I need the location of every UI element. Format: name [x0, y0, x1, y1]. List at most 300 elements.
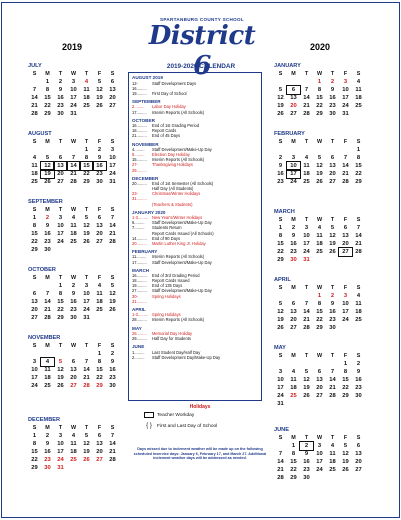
- weekday-header: S: [32, 343, 37, 349]
- weekday-header: T: [58, 71, 63, 77]
- day-cell: 4: [41, 358, 54, 366]
- day-cell: 1: [32, 215, 37, 221]
- empty-cell: [80, 350, 93, 358]
- day-cell: 4: [304, 155, 309, 161]
- weekday-header: S: [110, 207, 115, 213]
- legend-holidays: Holidays: [189, 404, 211, 410]
- day-cell: 5: [317, 155, 322, 161]
- day-cell: 25: [70, 457, 77, 463]
- day-cell: 14: [109, 441, 116, 447]
- weekday-header: M: [45, 425, 50, 431]
- day-cell: 11: [83, 87, 90, 93]
- weekday-header: T: [84, 343, 89, 349]
- day-cell: 28: [355, 249, 362, 255]
- day-cell: 8: [97, 359, 102, 365]
- day-cell: 7: [330, 369, 335, 375]
- weekday-header: S: [356, 353, 361, 359]
- empty-cell: [287, 78, 300, 86]
- event-date: 27.........: [132, 288, 147, 294]
- day-cell: 15: [342, 377, 349, 383]
- day-cell: 29: [277, 257, 284, 263]
- day-cell: 21: [31, 103, 38, 109]
- event-date: 25.........: [132, 331, 147, 337]
- legend-workday-item: [144, 412, 270, 418]
- day-cell: 22: [316, 317, 323, 323]
- event-date: 30-31.........: [132, 293, 147, 304]
- day-cell: 30: [290, 257, 297, 263]
- event-month-heading: AUGUST 2019: [132, 75, 163, 80]
- day-cell: 17: [70, 95, 77, 101]
- day-cell: 26: [83, 457, 90, 463]
- day-cell: 2: [97, 147, 102, 153]
- day-cell: 8: [317, 301, 322, 307]
- day-cell: 16: [303, 459, 310, 465]
- day-cell: 11: [303, 163, 310, 169]
- day-cell: 19: [277, 103, 284, 109]
- weekday-header: F: [343, 217, 348, 223]
- weekday-header: S: [110, 139, 115, 145]
- empty-cell: [313, 360, 326, 368]
- event-section: [132, 142, 258, 173]
- event-section: [132, 99, 258, 115]
- month-name: JANUARY: [274, 63, 301, 69]
- day-cell: 13: [109, 87, 116, 93]
- weekday-header: W: [70, 71, 77, 77]
- day-cell: 10: [287, 162, 300, 170]
- event-section: [132, 210, 258, 246]
- day-cell: 19: [303, 385, 310, 391]
- day-cell: 23: [329, 103, 336, 109]
- day-cell: 23: [96, 171, 103, 177]
- empty-cell: [300, 78, 313, 86]
- weekday-header: S: [32, 139, 37, 145]
- day-cell: 30: [329, 325, 336, 331]
- day-cell: 31: [83, 315, 90, 321]
- day-cell: 3: [304, 225, 309, 231]
- day-cell: 23: [329, 317, 336, 323]
- day-cell: 8: [343, 369, 348, 375]
- month-name: DECEMBER: [28, 417, 61, 423]
- month-name: JULY: [28, 63, 42, 69]
- event-row: [132, 260, 258, 265]
- weekday-header: T: [330, 71, 335, 77]
- day-cell: 18: [303, 171, 310, 177]
- event-date: 7.........: [132, 225, 145, 231]
- weekday-header: F: [343, 139, 348, 145]
- day-cell: 4: [71, 215, 76, 221]
- day-cell: 22: [31, 239, 38, 245]
- day-cell: 10: [277, 377, 284, 383]
- event-text: Last Student Day/Half Day: [152, 349, 201, 355]
- weekday-header: T: [304, 139, 309, 145]
- day-cell: 6: [330, 155, 335, 161]
- empty-cell: [313, 146, 326, 154]
- day-cell: 26: [277, 325, 284, 331]
- event-text: Memorial Day Holiday: [152, 331, 193, 337]
- day-cell: 8: [45, 87, 50, 93]
- day-cell: 13: [355, 451, 362, 457]
- day-cell: 9: [45, 441, 50, 447]
- day-cell: 16: [44, 231, 51, 237]
- day-cell: 12: [303, 377, 310, 383]
- day-cell: 19: [83, 231, 90, 237]
- day-cell: 2: [291, 225, 296, 231]
- weekday-header: T: [84, 71, 89, 77]
- day-cell: 29: [57, 315, 64, 321]
- weekday-header: F: [343, 285, 348, 291]
- day-cell: 29: [83, 179, 90, 185]
- day-cell: 12: [316, 163, 323, 169]
- day-cell: 15: [80, 162, 93, 170]
- empty-cell: [300, 292, 313, 300]
- day-cell: 17: [342, 95, 349, 101]
- weekday-header: T: [58, 343, 63, 349]
- day-cell: 28: [329, 393, 336, 399]
- day-cell: 1: [317, 293, 322, 299]
- day-cell: 18: [329, 459, 336, 465]
- day-cell: 5: [278, 87, 283, 93]
- empty-cell: [287, 146, 300, 154]
- day-cell: 11: [355, 301, 362, 307]
- month-name: FEBRUARY: [274, 131, 305, 137]
- day-cell: 25: [329, 467, 336, 473]
- event-text: Students Return: [152, 225, 182, 231]
- event-row: [132, 162, 258, 172]
- day-cell: 30: [57, 111, 64, 117]
- day-cell: 6: [97, 433, 102, 439]
- day-cell: 2: [278, 155, 283, 161]
- day-cell: 5: [330, 225, 335, 231]
- day-cell: 9: [110, 359, 115, 365]
- day-cell: 28: [303, 325, 310, 331]
- day-cell: 28: [277, 475, 284, 481]
- day-cell: 2: [45, 215, 50, 221]
- day-cell: 18: [355, 309, 362, 315]
- event-month-heading: OCTOBER: [132, 117, 155, 123]
- day-cell: 3: [291, 155, 296, 161]
- day-cell: 28: [44, 315, 51, 321]
- day-cell: 6: [110, 79, 115, 85]
- day-cell: 4: [97, 283, 102, 289]
- event-row: [132, 191, 258, 201]
- day-cell: 27: [96, 457, 103, 463]
- empty-cell: [67, 350, 80, 358]
- month-grid: [28, 424, 132, 472]
- event-date: 6.........: [132, 220, 145, 226]
- day-cell: 2: [45, 433, 50, 439]
- day-cell: 7: [304, 301, 309, 307]
- month-july: [28, 62, 132, 118]
- event-date: 12-16.........: [132, 80, 147, 91]
- empty-cell: [300, 146, 313, 154]
- day-cell: 13: [96, 223, 103, 229]
- weekday-header: T: [84, 139, 89, 145]
- month-october: [28, 266, 132, 322]
- day-cell: 28: [83, 383, 90, 389]
- month-november: [28, 334, 132, 390]
- weekday-header: M: [291, 353, 296, 359]
- weekday-header: S: [110, 71, 115, 77]
- day-cell: 16: [109, 367, 116, 373]
- weekday-header: S: [356, 435, 361, 441]
- day-cell: 25: [70, 239, 77, 245]
- day-cell: 4: [317, 225, 322, 231]
- day-cell: 16: [277, 171, 284, 177]
- day-cell: 14: [277, 459, 284, 465]
- weekday-header: M: [291, 435, 296, 441]
- weekday-header: S: [32, 207, 37, 213]
- day-cell: 26: [96, 103, 103, 109]
- day-cell: 17: [277, 385, 284, 391]
- day-cell: 20: [57, 171, 64, 177]
- event-row: [132, 110, 258, 115]
- event-month-heading: JUNE: [132, 344, 145, 350]
- day-cell: 30: [303, 475, 310, 481]
- weekday-header: S: [110, 343, 115, 349]
- empty-cell: [326, 360, 339, 368]
- day-cell: 14: [67, 162, 80, 170]
- event-row: [132, 133, 258, 138]
- weekday-header: M: [45, 71, 50, 77]
- day-cell: 7: [343, 155, 348, 161]
- day-cell: 11: [96, 291, 103, 297]
- event-text: Report Cards Issued (All Schools): [152, 230, 214, 236]
- day-cell: 22: [44, 103, 51, 109]
- day-cell: 15: [316, 95, 323, 101]
- weekday-header: F: [343, 435, 348, 441]
- day-cell: 29: [316, 325, 323, 331]
- weekday-header: W: [70, 343, 77, 349]
- event-date: 21.........: [132, 133, 147, 139]
- weekday-header: F: [97, 275, 102, 281]
- month-name: JUNE: [274, 427, 289, 433]
- empty-cell: [54, 146, 67, 154]
- day-cell: 18: [316, 241, 323, 247]
- day-cell: 10: [57, 223, 64, 229]
- empty-cell: [67, 146, 80, 154]
- day-cell: 14: [303, 309, 310, 315]
- events-panel: [128, 72, 262, 401]
- day-cell: 17: [31, 375, 38, 381]
- event-date: 1-3.........: [132, 215, 149, 221]
- day-cell: 25: [31, 179, 38, 185]
- empty-cell: [287, 360, 300, 368]
- weekday-header: M: [291, 139, 296, 145]
- weekday-header: S: [110, 425, 115, 431]
- day-cell: 28: [342, 179, 349, 185]
- day-cell: 20: [329, 171, 336, 177]
- logo-district-title: District 6: [148, 21, 256, 81]
- day-cell: 3: [343, 79, 348, 85]
- day-cell: 27: [109, 103, 116, 109]
- day-cell: 4: [356, 79, 361, 85]
- event-text: Staff Development Days: [152, 80, 197, 86]
- month-april: [274, 276, 378, 332]
- weekday-header: S: [356, 285, 361, 291]
- day-cell: 24: [303, 249, 310, 255]
- weekday-header: F: [97, 207, 102, 213]
- event-month-heading: MAY: [132, 325, 142, 331]
- event-date: 16.........: [132, 273, 147, 279]
- weekday-header: F: [97, 343, 102, 349]
- day-cell: 10: [342, 301, 349, 307]
- day-cell: 19: [83, 449, 90, 455]
- day-cell: 26: [342, 467, 349, 473]
- day-cell: 28: [70, 179, 77, 185]
- day-cell: 18: [290, 385, 297, 391]
- day-cell: 11: [355, 87, 362, 93]
- month-september: [28, 198, 132, 254]
- day-cell: 31: [342, 111, 349, 117]
- day-cell: 15: [57, 299, 64, 305]
- weekday-header: W: [316, 139, 323, 145]
- event-text: Labor Day Holiday: [152, 104, 186, 110]
- event-row: [132, 336, 258, 341]
- day-cell: 6: [287, 86, 300, 94]
- day-cell: 28: [109, 239, 116, 245]
- day-cell: 25: [355, 103, 362, 109]
- day-cell: 27: [57, 179, 64, 185]
- day-cell: 10: [109, 155, 116, 161]
- day-cell: 24: [83, 307, 90, 313]
- day-cell: 26: [316, 179, 323, 185]
- event-row: [132, 317, 258, 322]
- legend-first-last-item: [144, 423, 270, 429]
- month-grid: [28, 70, 132, 118]
- weekday-header: T: [84, 425, 89, 431]
- day-cell: 24: [57, 457, 64, 463]
- empty-cell: [54, 350, 67, 358]
- weekday-header: T: [58, 207, 63, 213]
- event-month-heading: MARCH: [132, 267, 150, 273]
- empty-cell: [274, 360, 287, 368]
- day-cell: 17: [303, 241, 310, 247]
- weekday-header: S: [356, 71, 361, 77]
- day-cell: 20: [290, 317, 297, 323]
- day-cell: 8: [58, 291, 63, 297]
- event-row: [132, 91, 258, 96]
- event-text: First Day of School: [152, 90, 187, 96]
- event-text: Interim Reports (All Schools): [152, 254, 205, 260]
- day-cell: 21: [329, 385, 336, 391]
- day-cell: 14: [329, 377, 336, 383]
- day-cell: 9: [304, 451, 309, 457]
- legend-first-last-label: First and Last Day of School: [157, 423, 218, 429]
- event-text: Christmas/Winter Holidays: [152, 191, 201, 197]
- day-cell: 11: [70, 223, 77, 229]
- day-cell: 21: [277, 467, 284, 473]
- day-cell: 24: [109, 171, 116, 177]
- day-cell: 5: [58, 359, 63, 365]
- event-row: [132, 81, 258, 91]
- weekday-header: T: [304, 71, 309, 77]
- day-cell: 14: [44, 299, 51, 305]
- event-text: End of 135 Days: [152, 283, 183, 289]
- weekday-header: T: [58, 275, 63, 281]
- day-cell: 25: [290, 393, 297, 399]
- day-cell: 23: [109, 375, 116, 381]
- weekday-header: W: [316, 71, 323, 77]
- day-cell: 1: [84, 147, 89, 153]
- weekday-header: F: [343, 353, 348, 359]
- day-cell: 8: [317, 87, 322, 93]
- day-cell: 19: [342, 459, 349, 465]
- day-cell: 4: [84, 79, 89, 85]
- event-section: [132, 344, 258, 360]
- day-cell: 27: [329, 179, 336, 185]
- day-cell: 23: [44, 457, 51, 463]
- day-cell: 24: [290, 179, 297, 185]
- event-text: Half Day for Students: [152, 336, 191, 342]
- legend-workday-label: Teacher Workday: [157, 412, 195, 418]
- weekday-header: M: [45, 275, 50, 281]
- day-cell: 30: [109, 383, 116, 389]
- day-cell: 21: [109, 231, 116, 237]
- weekday-header: T: [58, 139, 63, 145]
- day-cell: 16: [329, 95, 336, 101]
- day-cell: 10: [57, 441, 64, 447]
- event-text: Report Cards Issued: [152, 278, 190, 284]
- day-cell: 16: [93, 162, 106, 170]
- day-cell: 26: [277, 111, 284, 117]
- day-cell: 1: [356, 147, 361, 153]
- day-cell: 13: [31, 299, 38, 305]
- month-grid: [274, 138, 378, 186]
- weekday-header: S: [32, 71, 37, 77]
- day-cell: 13: [54, 162, 67, 170]
- day-cell: 20: [342, 241, 349, 247]
- month-december: [28, 416, 132, 472]
- day-cell: 4: [291, 369, 296, 375]
- day-cell: 12: [277, 95, 284, 101]
- month-june: [274, 426, 378, 482]
- day-cell: 13: [70, 367, 77, 373]
- calendar-title: 2019-2020 CALENDAR: [166, 63, 236, 70]
- weekday-header: F: [97, 425, 102, 431]
- weekday-header: S: [32, 425, 37, 431]
- weekday-header: T: [330, 217, 335, 223]
- month-grid: [274, 216, 378, 264]
- weekday-header: S: [32, 275, 37, 281]
- event-date: 27-29.........: [132, 162, 147, 173]
- year-right: 2020: [310, 42, 331, 52]
- month-name: NOVEMBER: [28, 335, 61, 341]
- day-cell: 12: [83, 441, 90, 447]
- event-row: [132, 202, 258, 207]
- day-cell: 18: [96, 299, 103, 305]
- day-cell: 30: [44, 465, 51, 471]
- month-grid: [28, 274, 132, 322]
- day-cell: 16: [44, 449, 51, 455]
- day-cell: 18: [44, 375, 51, 381]
- event-date: 18.........: [132, 128, 147, 134]
- day-cell: 3: [58, 215, 63, 221]
- day-cell: 20: [96, 231, 103, 237]
- event-date: 23-31.........: [132, 191, 147, 202]
- day-cell: 13: [342, 233, 349, 239]
- day-cell: 16: [355, 377, 362, 383]
- event-row: [132, 294, 258, 304]
- day-cell: 7: [45, 291, 50, 297]
- day-cell: 12: [109, 291, 116, 297]
- year-left: 2019: [62, 42, 83, 52]
- event-text: Spring Holidays: [152, 312, 181, 318]
- day-cell: 11: [316, 233, 323, 239]
- day-cell: 3: [343, 293, 348, 299]
- weekday-header: S: [110, 275, 115, 281]
- day-cell: 31: [109, 179, 116, 185]
- day-cell: 7: [71, 155, 76, 161]
